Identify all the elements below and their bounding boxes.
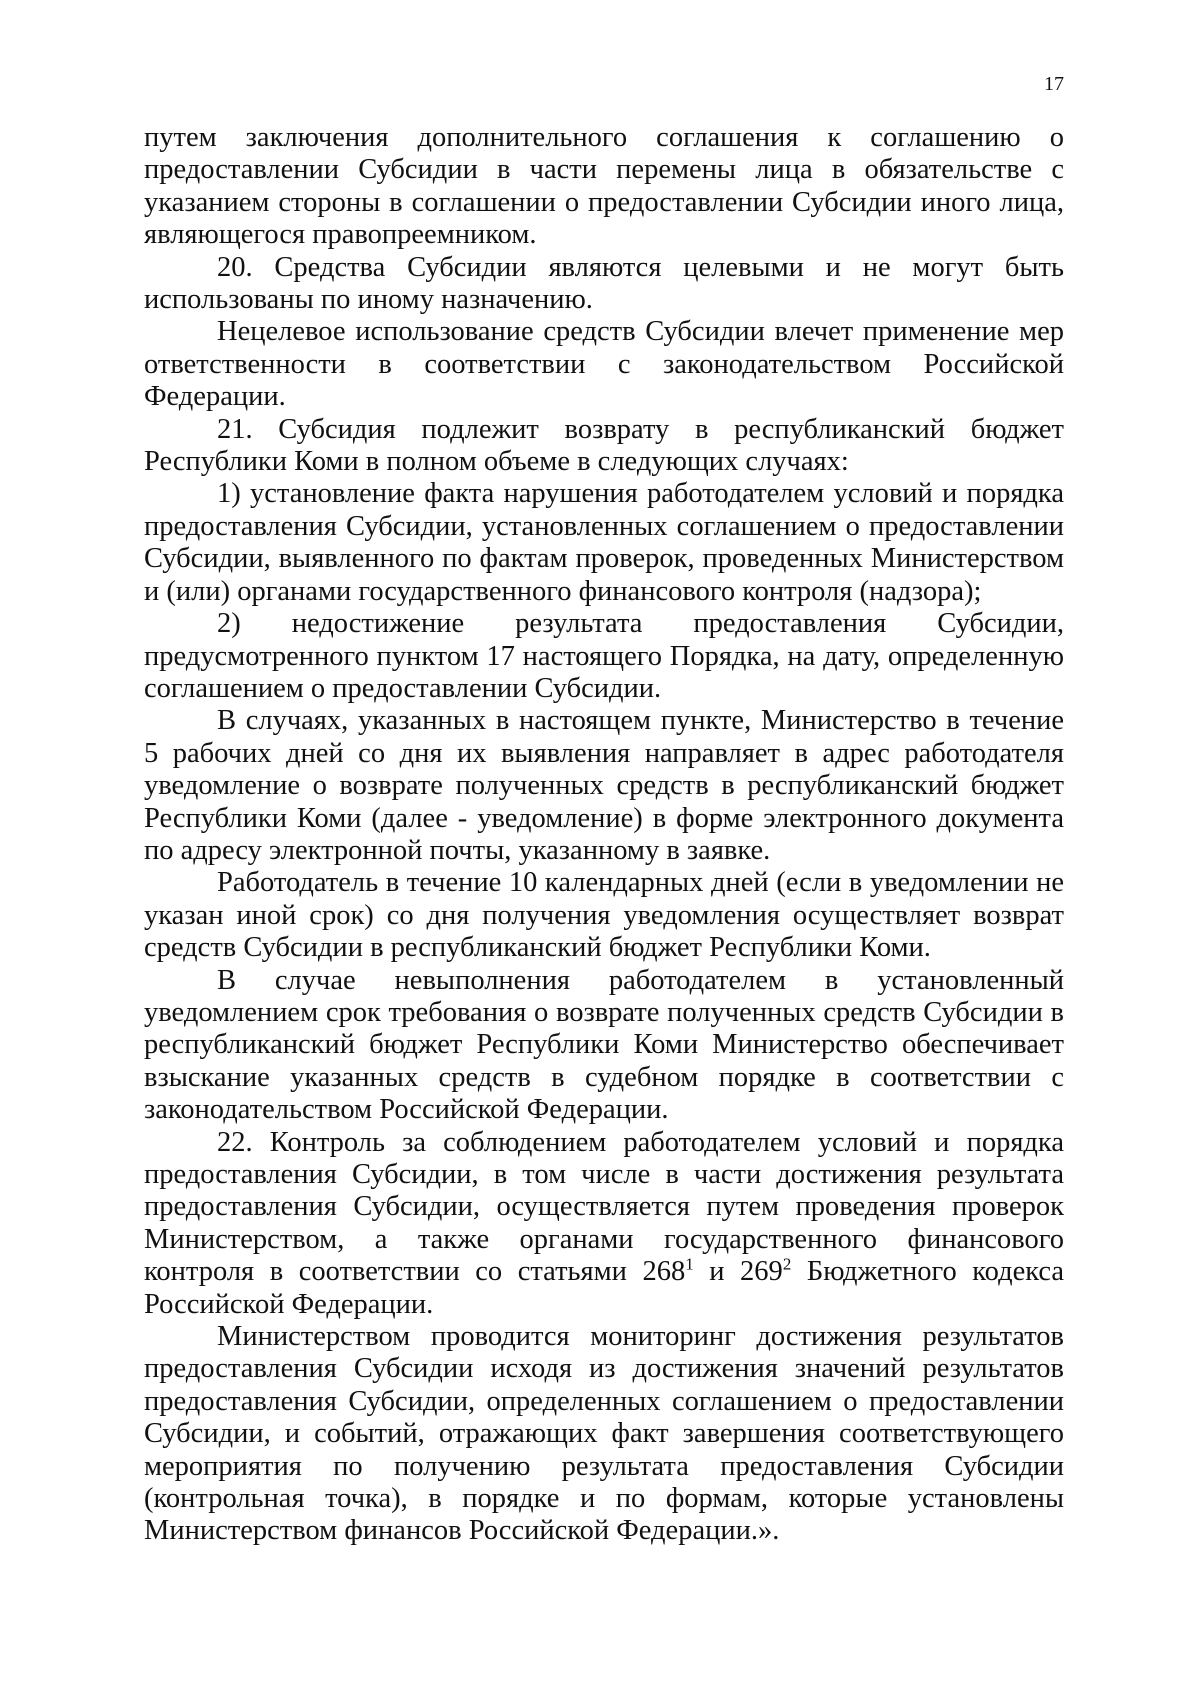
paragraph-misuse-liability: Нецелевое использование средств Субсидии влечет применение мер ответственности в соответствии с законодательством Российской Федерации. — [144, 316, 1064, 413]
paragraph-22-start: 22. Контроль за соблюдением работодателем условий и порядка предоставления Субсидии, в том числе в части достижения результата предоставления Субсидии, осуществляется путем проведения проверок Министерством, а также органами государственного финансового контроля в соответствии со статьями 268 — [144, 1126, 1064, 1288]
paragraph-21-item-1: 1) установление факта нарушения работодателем условий и порядка предоставления Субсидии, установленных соглашением о предоставлении Субсидии, выявленного по фактам проверок, проведенных Министерством и (или) органами государственного финансового контроля (надзора); — [144, 478, 1064, 607]
document-body — [144, 122, 1064, 1548]
paragraph-22-middle: и 269 — [693, 1256, 783, 1288]
paragraph-22-end: Бюджетного кодекса Российской Федерации. — [144, 1256, 1065, 1320]
article-269-superscript: 2 — [782, 1254, 792, 1274]
paragraph-monitoring: Министерством проводится мониторинг достижения результатов предоставления Субсидии исходя из достижения значений результатов предоставления Субсидии, определенных соглашением о предоставлении Субсидии, и событий, отражающих факт завершения соответствующего мероприятия по получению результата предоставления Субсидии (контрольная точка), в порядке и по формам, которые установлены Министерством финансов Российской Федерации.». — [144, 1321, 1064, 1547]
article-268-superscript: 1 — [685, 1254, 694, 1274]
paragraph-21-item-2: 2) недостижение результата предоставления Субсидии, предусмотренного пунктом 17 настоящего Порядка, на дату, определенную соглашением о предоставлении Субсидии. — [144, 608, 1064, 704]
paragraph-recovery: В случае невыполнения работодателем в установленный уведомлением срок требования о возврате полученных средств Субсидии в республиканский бюджет Республики Коми Министерство обеспечивает взыскание указанных средств в судебном порядке в соответствии с законодательством Российской Федерации. — [144, 964, 1064, 1126]
paragraph-refund-term: Работодатель в течение 10 календарных дней (если в уведомлении не указан иной срок) со дня получения уведомления осуществляет возврат средств Субсидии в республиканский бюджет Республики Коми. — [144, 867, 1064, 964]
paragraph-22 — [144, 1127, 1064, 1321]
paragraph-21: 21. Субсидия подлежит возврату в республиканский бюджет Республики Коми в полном объеме в следующих случаях: — [144, 413, 1064, 478]
paragraph-continuation: путем заключения дополнительного соглашения к соглашению о предоставлении Субсидии в части перемены лица в обязательстве с указанием стороны в соглашении о предоставлении Субсидии иного лица, являющегося правопреемником. — [144, 122, 1064, 251]
paragraph-20: 20. Средства Субсидии являются целевыми и не могут быть использованы по иному назначению. — [144, 251, 1064, 316]
paragraph-notification: В случаях, указанных в настоящем пункте, Министерство в течение 5 рабочих дней со дня их выявления направляет в адрес работодателя уведомление о возврате полученных средств в республиканский бюджет Республики Коми (далее - уведомление) в форме электронного документа по адресу электронной почты, указанному в заявке. — [144, 705, 1064, 866]
page-number: 17 — [1044, 73, 1064, 95]
